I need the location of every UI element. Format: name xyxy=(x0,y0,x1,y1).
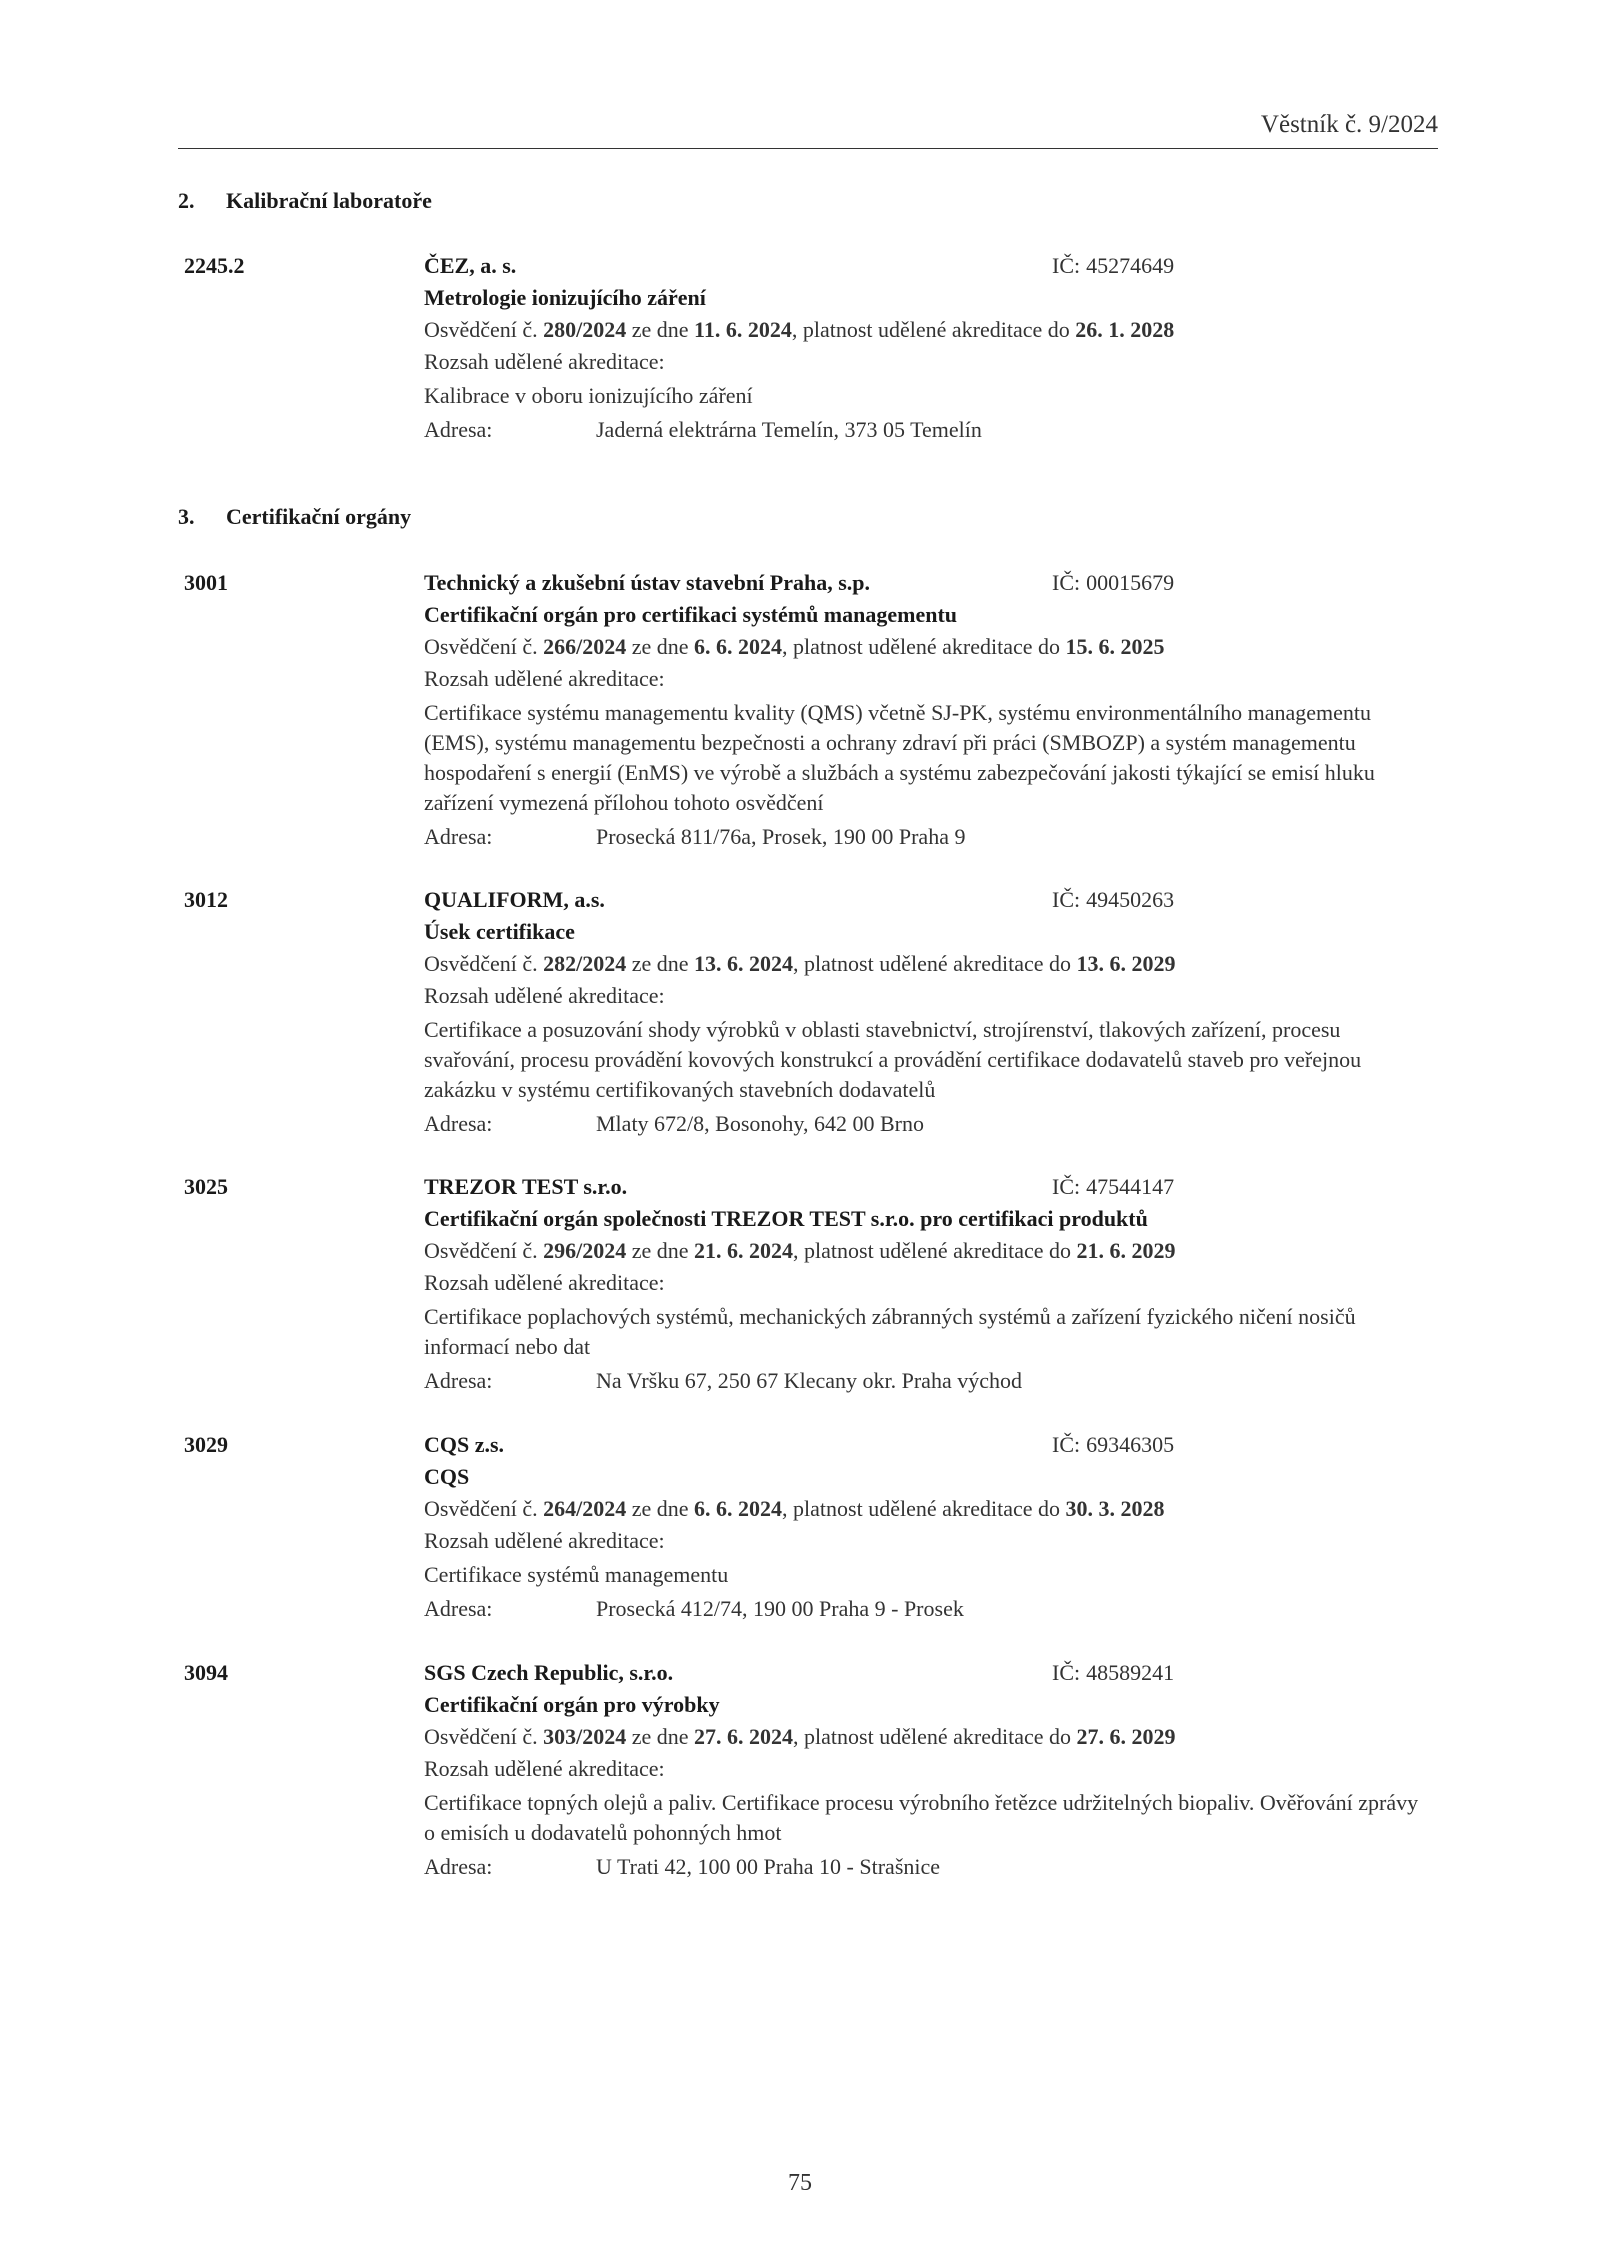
validity-prefix: , platnost udělené akreditace do xyxy=(793,951,1071,976)
cert-number: 266/2024 xyxy=(543,634,627,659)
ic-label: IČ: xyxy=(1052,887,1081,912)
address-value: Prosecká 811/76a, Prosek, 190 00 Praha 9 xyxy=(596,824,966,849)
ic-value: 48589241 xyxy=(1086,1660,1175,1685)
date-prefix: ze dne xyxy=(631,634,689,659)
unit-name: Metrologie ionizujícího záření xyxy=(424,285,706,310)
entry-id: 3001 xyxy=(184,570,228,595)
address-line xyxy=(424,822,1440,854)
journal-title: Věstník č. 9/2024 xyxy=(1260,111,1438,138)
ic-number xyxy=(1052,885,1174,915)
unit-name: Certifikační orgán společnosti TREZOR TEST s.r.o. pro certifikaci produktů xyxy=(424,1206,1148,1231)
cert-date: 6. 6. 2024 xyxy=(694,634,783,659)
section-heading-certification xyxy=(178,502,411,532)
section-number: 3. xyxy=(178,504,195,529)
organization-name: CQS z.s. xyxy=(424,1432,505,1457)
organization-name: Technický a zkušební ústav stavební Praha, s.p. xyxy=(424,570,871,595)
ic-value: 45274649 xyxy=(1086,253,1175,278)
entry-body xyxy=(424,1172,1440,1398)
cert-prefix: Osvědčení č. xyxy=(424,317,538,342)
date-prefix: ze dne xyxy=(631,317,689,342)
address-value: Prosecká 412/74, 190 00 Praha 9 - Prosek xyxy=(596,1596,964,1621)
unit-name: Certifikační orgán pro výrobky xyxy=(424,1692,720,1717)
entry-body xyxy=(424,1430,1440,1626)
entry-id: 2245.2 xyxy=(184,253,245,278)
unit-name: Certifikační orgán pro certifikaci systémů managementu xyxy=(424,602,958,627)
scope-text: Certifikace poplachových systémů, mechanických zábranných systémů a zařízení fyzického ničení nosičů informací nebo dat xyxy=(424,1304,1356,1359)
address-line xyxy=(424,1852,1440,1884)
scope-label: Rozsah udělené akreditace: xyxy=(424,349,665,374)
page-header xyxy=(178,108,1438,149)
valid-until: 21. 6. 2029 xyxy=(1076,1238,1176,1263)
ic-value: 47544147 xyxy=(1086,1174,1175,1199)
organization-name-line xyxy=(424,1658,1440,1690)
valid-until: 13. 6. 2029 xyxy=(1076,951,1176,976)
validity-prefix: , platnost udělené akreditace do xyxy=(793,1238,1071,1263)
valid-until: 30. 3. 2028 xyxy=(1065,1496,1165,1521)
scope-label: Rozsah udělené akreditace: xyxy=(424,1528,665,1553)
address-label: Adresa: xyxy=(424,417,493,442)
cert-number: 282/2024 xyxy=(543,951,627,976)
organization-name-line xyxy=(424,568,1440,600)
organization-name-line xyxy=(424,251,1440,283)
section-title: Kalibrační laboratoře xyxy=(226,188,432,213)
valid-until: 27. 6. 2029 xyxy=(1076,1724,1176,1749)
address-label: Adresa: xyxy=(424,1854,493,1879)
date-prefix: ze dne xyxy=(631,1238,689,1263)
address-line xyxy=(424,1109,1440,1141)
entry-body xyxy=(424,1658,1440,1884)
scope-label: Rozsah udělené akreditace: xyxy=(424,1756,665,1781)
scope-label: Rozsah udělené akreditace: xyxy=(424,1270,665,1295)
section-heading-calibration xyxy=(178,186,432,216)
certificate-line xyxy=(424,1722,1440,1754)
address-value: Mlaty 672/8, Bosonohy, 642 00 Brno xyxy=(596,1111,924,1136)
organization-name-line xyxy=(424,1430,1440,1462)
ic-number xyxy=(1052,1172,1174,1202)
organization-name: QUALIFORM, a.s. xyxy=(424,887,605,912)
cert-prefix: Osvědčení č. xyxy=(424,634,538,659)
ic-number xyxy=(1052,1430,1174,1460)
ic-label: IČ: xyxy=(1052,253,1081,278)
address-line xyxy=(424,1594,1440,1626)
address-value: U Trati 42, 100 00 Praha 10 - Strašnice xyxy=(596,1854,941,1879)
date-prefix: ze dne xyxy=(631,951,689,976)
scope-text: Certifikace systémů managementu xyxy=(424,1562,729,1587)
validity-prefix: , platnost udělené akreditace do xyxy=(782,634,1060,659)
cert-prefix: Osvědčení č. xyxy=(424,1238,538,1263)
section-number: 2. xyxy=(178,188,195,213)
cert-number: 303/2024 xyxy=(543,1724,627,1749)
validity-prefix: , platnost udělené akreditace do xyxy=(793,1724,1071,1749)
address-label: Adresa: xyxy=(424,824,493,849)
organization-name-line xyxy=(424,1172,1440,1204)
ic-value: 00015679 xyxy=(1086,570,1175,595)
entry-id: 3025 xyxy=(184,1174,228,1199)
date-prefix: ze dne xyxy=(631,1496,689,1521)
entry-id: 3094 xyxy=(184,1660,228,1685)
ic-label: IČ: xyxy=(1052,1660,1081,1685)
scope-text: Kalibrace v oboru ionizujícího záření xyxy=(424,383,753,408)
ic-label: IČ: xyxy=(1052,1432,1081,1457)
cert-date: 21. 6. 2024 xyxy=(694,1238,794,1263)
entry-body xyxy=(424,251,1440,447)
address-line xyxy=(424,1366,1440,1398)
address-label: Adresa: xyxy=(424,1368,493,1393)
cert-prefix: Osvědčení č. xyxy=(424,1496,538,1521)
unit-name: CQS xyxy=(424,1464,470,1489)
cert-date: 27. 6. 2024 xyxy=(694,1724,794,1749)
organization-name: SGS Czech Republic, s.r.o. xyxy=(424,1660,674,1685)
cert-prefix: Osvědčení č. xyxy=(424,1724,538,1749)
organization-name-line xyxy=(424,885,1440,917)
certificate-line xyxy=(424,1236,1440,1268)
cert-date: 13. 6. 2024 xyxy=(694,951,794,976)
ic-value: 49450263 xyxy=(1086,887,1175,912)
certificate-line xyxy=(424,632,1440,664)
scope-text: Certifikace a posuzování shody výrobků v oblasti stavebnictví, strojírenství, tlakových zařízení, procesu svařování, procesu provádění kovových konstrukcí a provádění certifikace dodavatelů staveb pro veřejnou zakázku v systému certifikovaných stavebních dodavatelů xyxy=(424,1017,1362,1102)
cert-number: 280/2024 xyxy=(543,317,627,342)
cert-number: 264/2024 xyxy=(543,1496,627,1521)
cert-date: 11. 6. 2024 xyxy=(694,317,792,342)
page-number: 75 xyxy=(788,2170,812,2196)
validity-prefix: , platnost udělené akreditace do xyxy=(791,317,1070,342)
address-label: Adresa: xyxy=(424,1596,493,1621)
certificate-line xyxy=(424,315,1440,347)
entry-id: 3029 xyxy=(184,1432,228,1457)
cert-number: 296/2024 xyxy=(543,1238,627,1263)
cert-prefix: Osvědčení č. xyxy=(424,951,538,976)
validity-prefix: , platnost udělené akreditace do xyxy=(782,1496,1060,1521)
ic-label: IČ: xyxy=(1052,1174,1081,1199)
certificate-line xyxy=(424,1494,1440,1526)
cert-date: 6. 6. 2024 xyxy=(694,1496,783,1521)
ic-number xyxy=(1052,568,1174,598)
entry-body xyxy=(424,885,1440,1141)
ic-label: IČ: xyxy=(1052,570,1081,595)
ic-number xyxy=(1052,251,1174,281)
unit-name: Úsek certifikace xyxy=(424,919,575,944)
entry-id: 3012 xyxy=(184,887,228,912)
entry-body xyxy=(424,568,1440,854)
scope-label: Rozsah udělené akreditace: xyxy=(424,983,665,1008)
date-prefix: ze dne xyxy=(631,1724,689,1749)
organization-name: TREZOR TEST s.r.o. xyxy=(424,1174,628,1199)
scope-text: Certifikace systému managementu kvality (QMS) včetně SJ-PK, systému environmentálního managementu (EMS), systému managementu bezpečnosti a ochrany zdraví při práci (SMBOZP) a systém managementu hospodaření s energií (EnMS) ve výrobě a službách a systému zabezpečování jakosti týkající se emisí hluku zařízení vymezená přílohou tohoto osvědčení xyxy=(424,700,1375,815)
certificate-line xyxy=(424,949,1440,981)
address-value: Na Vršku 67, 250 67 Klecany okr. Praha východ xyxy=(596,1368,1022,1393)
address-value: Jaderná elektrárna Temelín, 373 05 Temelín xyxy=(596,417,982,442)
ic-number xyxy=(1052,1658,1174,1688)
valid-until: 26. 1. 2028 xyxy=(1075,317,1175,342)
valid-until: 15. 6. 2025 xyxy=(1065,634,1165,659)
address-line xyxy=(424,415,1440,447)
scope-label: Rozsah udělené akreditace: xyxy=(424,666,665,691)
section-title: Certifikační orgány xyxy=(226,504,412,529)
scope-text: Certifikace topných olejů a paliv. Certifikace procesu výrobního řetězce udržitelných biopaliv. Ověřování zprávy o emisích u dodavatelů pohonných hmot xyxy=(424,1790,1419,1845)
ic-value: 69346305 xyxy=(1086,1432,1175,1457)
address-label: Adresa: xyxy=(424,1111,493,1136)
organization-name: ČEZ, a. s. xyxy=(424,253,517,278)
